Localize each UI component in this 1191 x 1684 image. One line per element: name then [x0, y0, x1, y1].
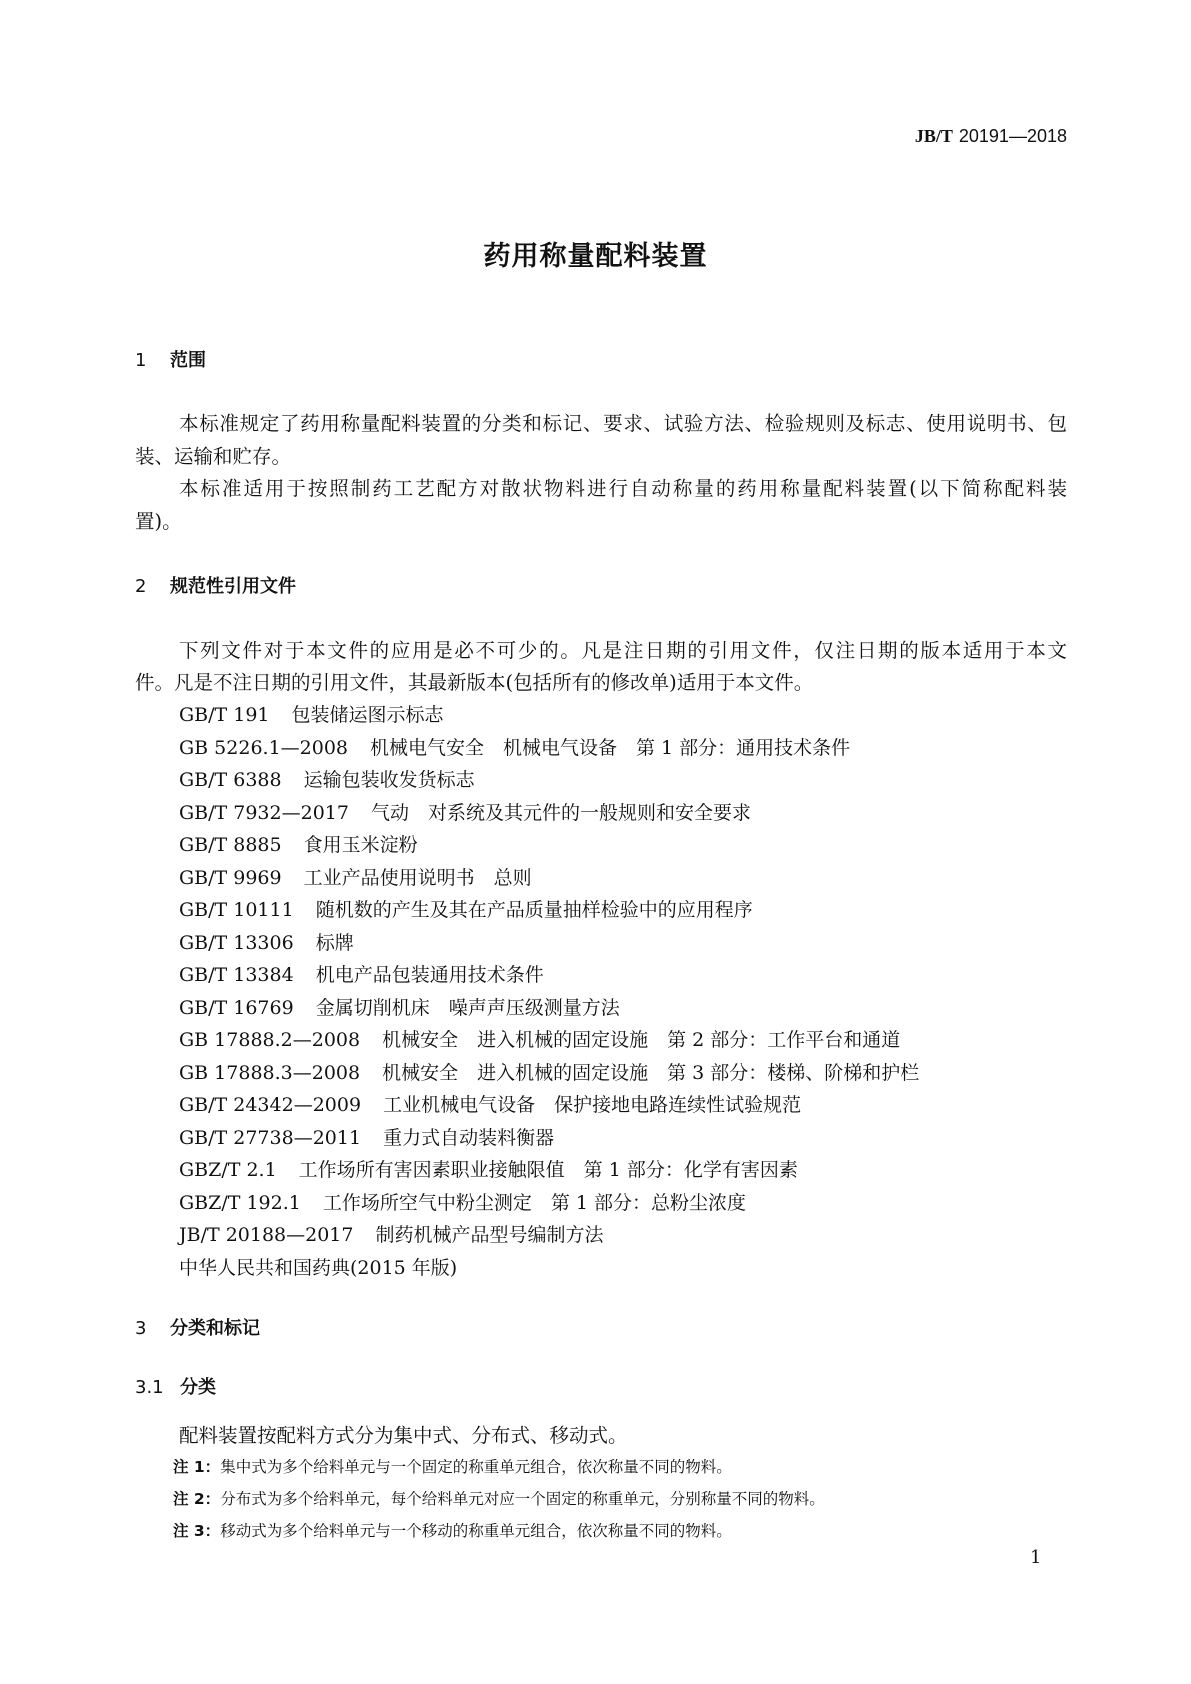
note-text: 集中式为多个给料单元与一个固定的称重单元组合，依次称量不同的物料。 — [220, 1458, 732, 1476]
reference-title: 工业机械电气设备 保护接地电路连续性试验规范 — [383, 1094, 802, 1116]
reference-code: GB/T 8885 — [179, 834, 282, 856]
paragraph-line: 件。凡是不注日期的引用文件，其最新版本(包括所有的修改单)适用于本文件。 — [135, 671, 814, 694]
reference-item — [179, 1058, 919, 1085]
reference-item — [179, 1188, 746, 1215]
reference-item — [179, 960, 544, 987]
note-1 — [173, 1455, 732, 1477]
reference-item — [179, 733, 850, 760]
section-3-1-heading — [135, 1373, 216, 1399]
note-label: 注 1： — [173, 1458, 221, 1476]
page-number: 1 — [1030, 1547, 1042, 1568]
reference-code: GB/T 13306 — [179, 931, 294, 954]
reference-item — [179, 1155, 798, 1182]
reference-title: 气动 对系统及其元件的一般规则和安全要求 — [370, 801, 751, 824]
reference-title: 食用玉米淀粉 — [303, 834, 418, 856]
reference-code: GBZ/T 2.1 — [179, 1159, 277, 1181]
reference-item — [179, 928, 354, 955]
reference-title: 工作场所空气中粉尘测定 第 1 部分：总粉尘浓度 — [322, 1191, 747, 1214]
paragraph-line: 装、运输和贮存。 — [135, 445, 292, 468]
reference-title: 包装储运图示标志 — [291, 704, 444, 726]
note-3 — [173, 1519, 732, 1541]
reference-title: 机械安全 进入机械的固定设施 第 3 部分：楼梯、阶梯和护栏 — [382, 1061, 920, 1084]
reference-item — [179, 993, 620, 1020]
reference-code: GB/T 7932—2017 — [179, 801, 349, 824]
section-number: 1 — [135, 350, 147, 371]
page-title: 药用称量配料装置 — [483, 241, 708, 272]
section-2-heading — [135, 572, 296, 598]
reference-item — [179, 895, 753, 922]
reference-item — [179, 798, 751, 825]
classification-text: 配料装置按配料方式分为集中式、分布式、移动式。 — [179, 1424, 628, 1447]
reference-item — [179, 1025, 900, 1052]
section-number: 3 — [135, 1318, 147, 1339]
standard-number: 20191—2018 — [958, 126, 1067, 146]
reference-title: 金属切削机床 噪声声压级测量方法 — [315, 996, 620, 1019]
reference-code: JB/T 20188—2017 — [179, 1224, 354, 1246]
reference-title: 标牌 — [315, 931, 354, 954]
reference-code: GB 5226.1—2008 — [179, 736, 349, 759]
reference-item — [179, 700, 444, 727]
reference-title: 中华人民共和国药典(2015 年版) — [179, 1256, 458, 1279]
paragraph-line: 本标准适用于按照制药工艺配方对散状物料进行自动称量的药用称量配料装置(以下简称配料装 — [179, 477, 1067, 500]
reference-code: GB/T 27738—2011 — [179, 1126, 362, 1149]
reference-item — [179, 1253, 457, 1280]
note-label: 注 3： — [173, 1522, 221, 1540]
reference-item — [179, 1090, 801, 1117]
reference-code: GB/T 13384 — [179, 964, 294, 986]
reference-code: GBZ/T 192.1 — [179, 1191, 301, 1214]
reference-title: 重力式自动装料衡器 — [383, 1126, 555, 1149]
section-3-heading — [135, 1314, 260, 1340]
reference-item — [179, 830, 418, 857]
note-2 — [173, 1487, 825, 1509]
paragraph-line: 置)。 — [135, 510, 182, 533]
reference-code: GB 17888.2—2008 — [179, 1029, 361, 1051]
paragraph-line: 本标准规定了药用称量配料装置的分类和标记、要求、试验方法、检验规则及标志、使用说明书、包 — [179, 412, 1067, 435]
section-title: 分类和标记 — [170, 1318, 260, 1339]
note-text: 分布式为多个给料单元，每个给料单元对应一个固定的称重单元，分别称量不同的物料。 — [220, 1490, 825, 1508]
reference-title: 运输包装收发货标志 — [303, 769, 475, 791]
reference-code: GB/T 16769 — [179, 996, 294, 1019]
standard-number-header — [915, 126, 1067, 147]
standard-prefix: JB/T — [914, 126, 953, 146]
section-number: 2 — [135, 576, 147, 597]
reference-title: 工作场所有害因素职业接触限值 第 1 部分：化学有害因素 — [298, 1159, 798, 1181]
reference-code: GB/T 6388 — [179, 769, 282, 791]
reference-title: 随机数的产生及其在产品质量抽样检验中的应用程序 — [315, 899, 753, 921]
section-title: 规范性引用文件 — [170, 576, 296, 597]
reference-title: 工业产品使用说明书 总则 — [303, 866, 532, 889]
reference-item — [179, 765, 475, 792]
reference-code: GB/T 10111 — [179, 899, 294, 921]
reference-item — [179, 1220, 604, 1247]
section-title: 分类 — [180, 1377, 216, 1398]
paragraph-line: 下列文件对于本文件的应用是必不可少的。凡是注日期的引用文件，仅注日期的版本适用于本文 — [179, 639, 1067, 662]
reference-code: GB 17888.3—2008 — [179, 1061, 361, 1084]
note-text: 移动式为多个给料单元与一个移动的称重单元组合，依次称量不同的物料。 — [220, 1522, 732, 1540]
reference-title: 机械安全 进入机械的固定设施 第 2 部分：工作平台和通道 — [382, 1029, 901, 1051]
reference-code: GB/T 24342—2009 — [179, 1094, 362, 1116]
note-label: 注 2： — [173, 1490, 221, 1508]
reference-title: 机械电气安全 机械电气设备 第 1 部分：通用技术条件 — [370, 736, 851, 759]
section-number: 3.1 — [135, 1377, 164, 1398]
section-1-heading — [135, 346, 206, 372]
reference-item — [179, 1123, 554, 1150]
reference-title: 机电产品包装通用技术条件 — [315, 964, 544, 986]
section-title: 范围 — [170, 350, 206, 371]
reference-code: GB/T 9969 — [179, 866, 282, 889]
reference-title: 制药机械产品型号编制方法 — [375, 1224, 604, 1246]
reference-code: GB/T 191 — [179, 704, 270, 726]
reference-item — [179, 863, 532, 890]
